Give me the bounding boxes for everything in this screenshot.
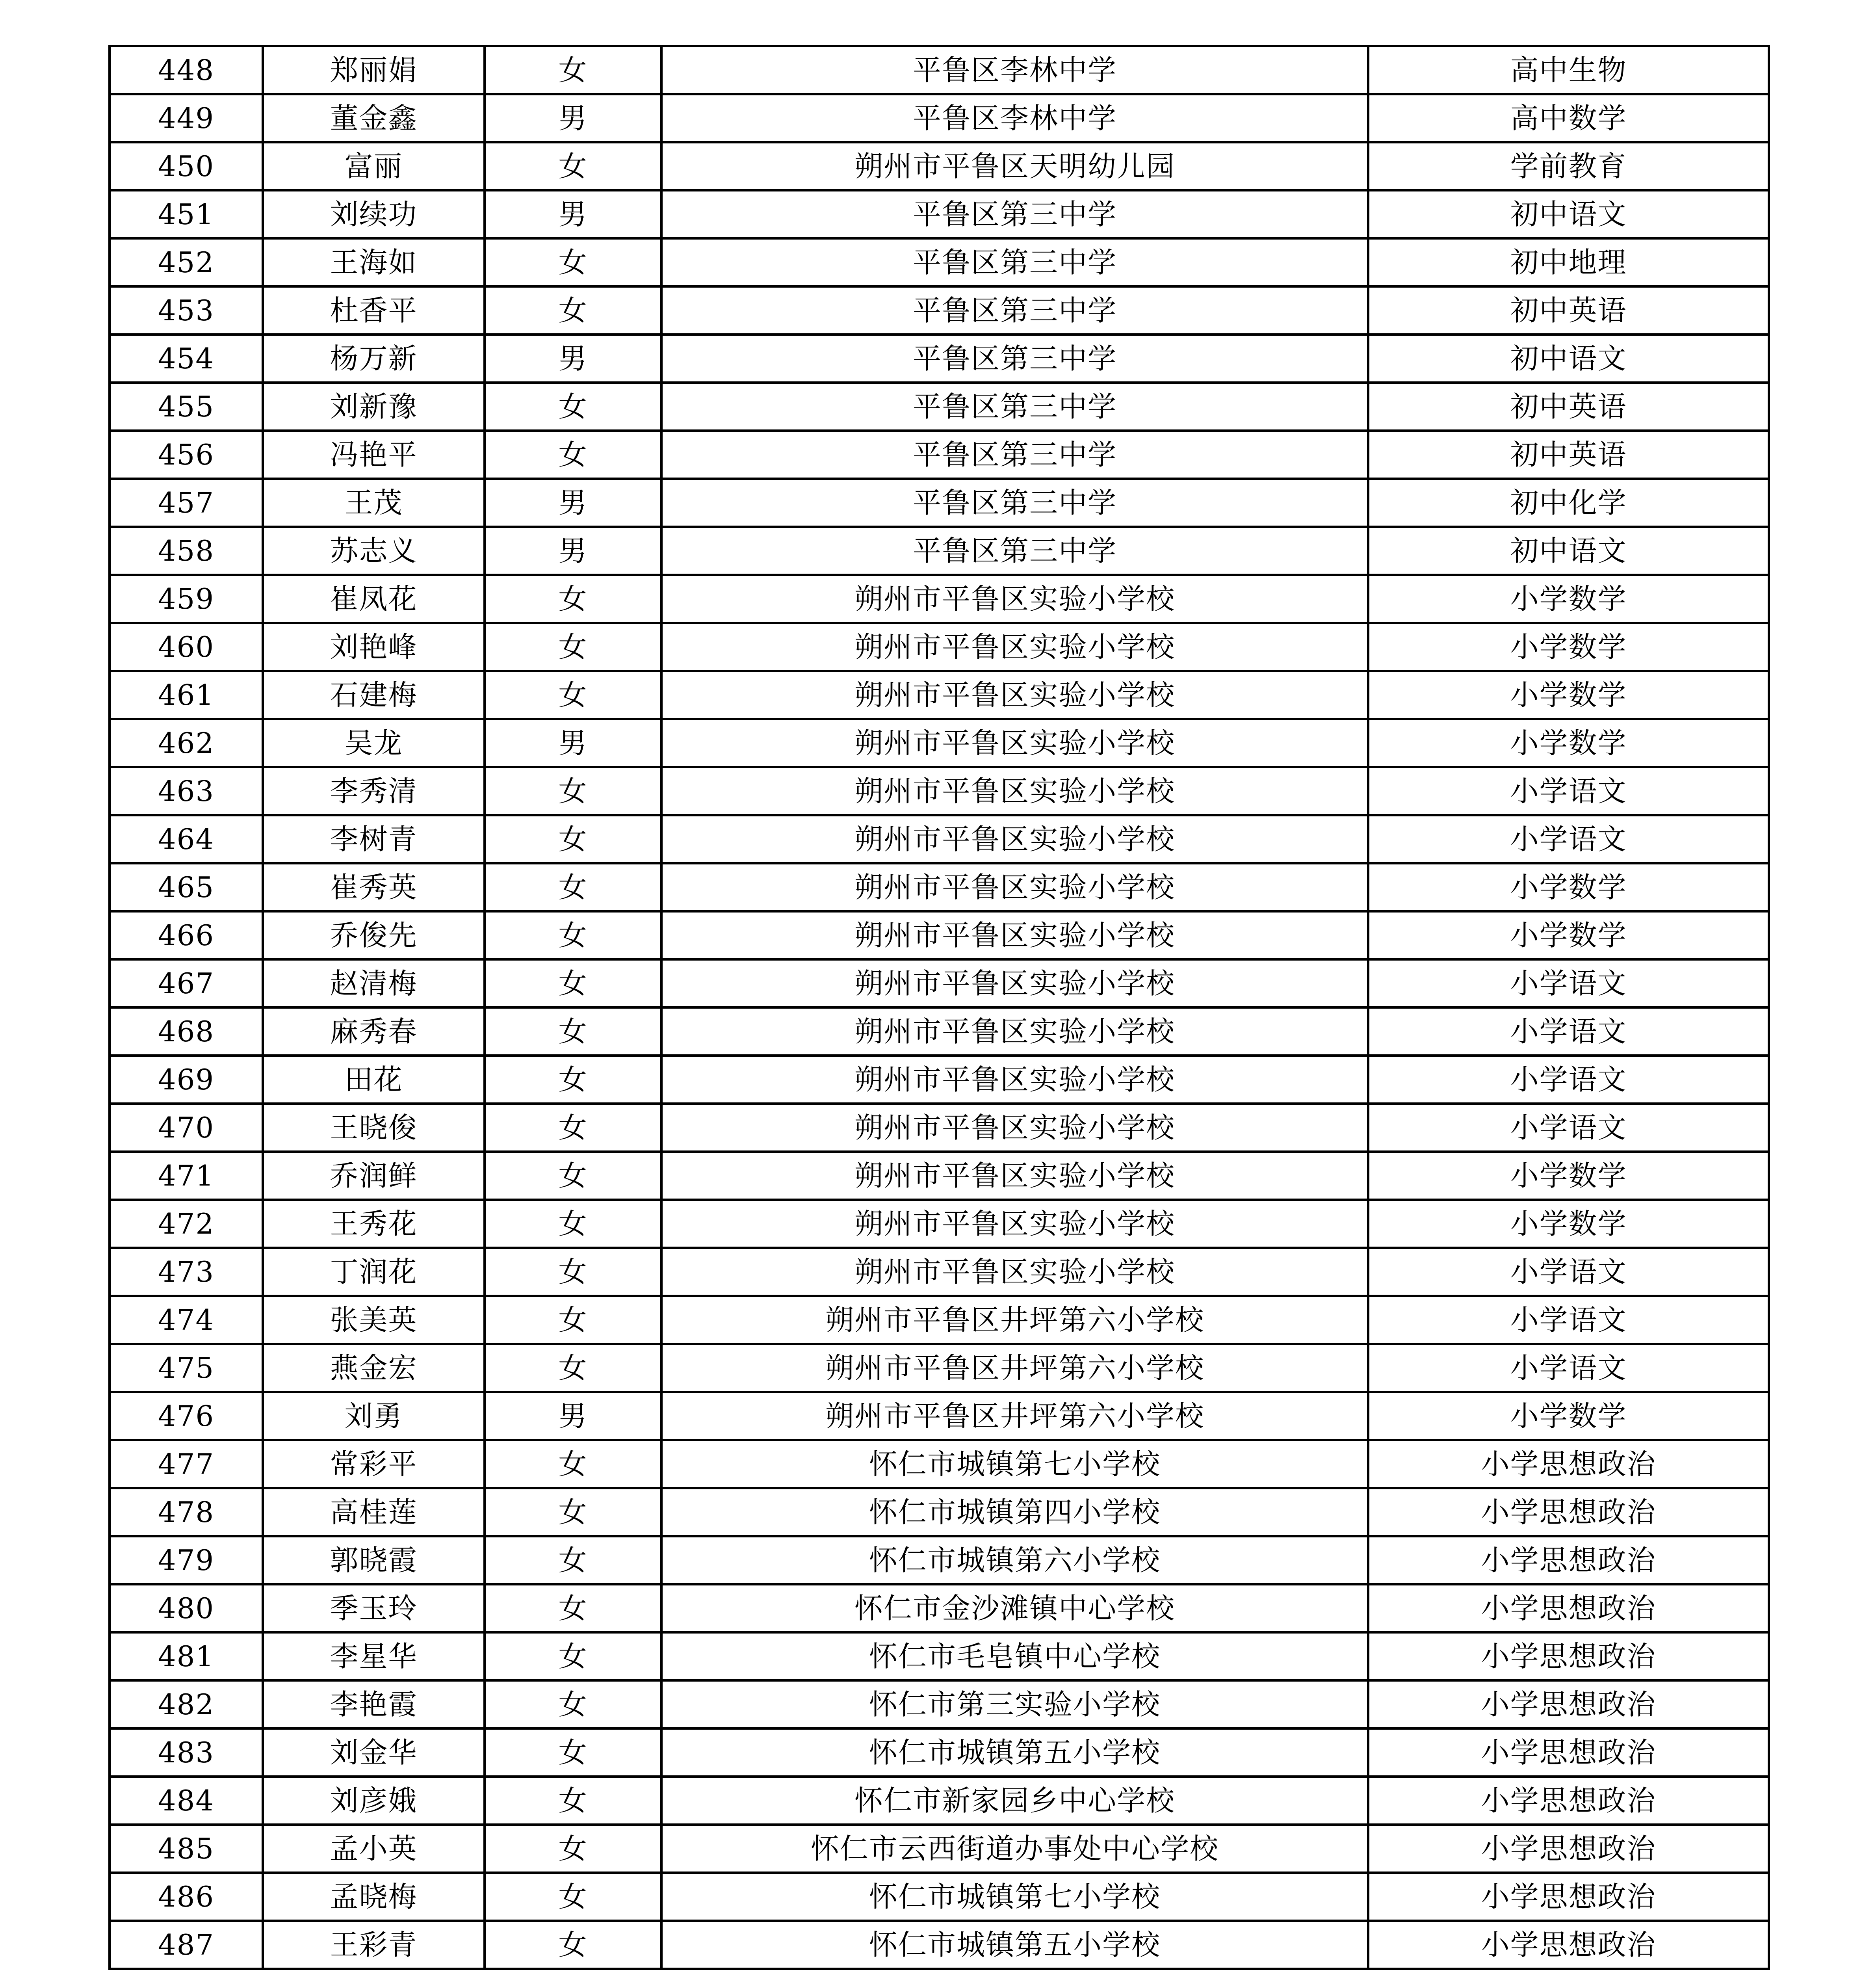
name-cell: 麻秀春	[263, 1007, 485, 1056]
gender-cell: 女	[485, 1007, 661, 1056]
subject-cell: 小学思想政治	[1368, 1825, 1769, 1873]
row-number-cell: 483	[110, 1728, 263, 1777]
name-cell: 丁润花	[263, 1248, 485, 1296]
roster-body	[110, 46, 1769, 1970]
roster-table	[108, 45, 1770, 1970]
gender-cell: 女	[485, 286, 661, 335]
school-cell: 朔州市平鲁区实验小学校	[661, 1056, 1368, 1104]
subject-cell: 小学语文	[1368, 1248, 1769, 1296]
row-number-cell: 460	[110, 623, 263, 671]
row-number-cell: 476	[110, 1392, 263, 1440]
table-row	[110, 623, 1769, 671]
gender-cell: 女	[485, 431, 661, 479]
subject-cell: 小学语文	[1368, 767, 1769, 815]
row-number-cell: 459	[110, 575, 263, 623]
name-cell: 张美英	[263, 1296, 485, 1344]
table-row	[110, 959, 1769, 1007]
table-row	[110, 431, 1769, 479]
school-cell: 怀仁市城镇第七小学校	[661, 1873, 1368, 1921]
row-number-cell: 477	[110, 1440, 263, 1488]
name-cell: 李秀清	[263, 767, 485, 815]
name-cell: 刘勇	[263, 1392, 485, 1440]
table-row	[110, 527, 1769, 575]
table-row	[110, 1152, 1769, 1200]
row-number-cell: 470	[110, 1104, 263, 1152]
name-cell: 李艳霞	[263, 1680, 485, 1728]
row-number-cell: 461	[110, 671, 263, 719]
table-row	[110, 1728, 1769, 1777]
row-number-cell: 479	[110, 1536, 263, 1584]
school-cell: 怀仁市城镇第五小学校	[661, 1728, 1368, 1777]
name-cell: 吴龙	[263, 719, 485, 767]
school-cell: 朔州市平鲁区井坪第六小学校	[661, 1344, 1368, 1392]
school-cell: 怀仁市城镇第六小学校	[661, 1536, 1368, 1584]
name-cell: 李星华	[263, 1632, 485, 1680]
row-number-cell: 450	[110, 142, 263, 190]
subject-cell: 小学数学	[1368, 719, 1769, 767]
subject-cell: 小学思想政治	[1368, 1680, 1769, 1728]
subject-cell: 小学思想政治	[1368, 1488, 1769, 1536]
gender-cell: 女	[485, 142, 661, 190]
gender-cell: 女	[485, 1536, 661, 1584]
row-number-cell: 484	[110, 1777, 263, 1825]
table-row	[110, 1248, 1769, 1296]
row-number-cell: 473	[110, 1248, 263, 1296]
table-row	[110, 142, 1769, 190]
subject-cell: 小学思想政治	[1368, 1921, 1769, 1969]
row-number-cell: 486	[110, 1873, 263, 1921]
school-cell: 平鲁区李林中学	[661, 94, 1368, 142]
table-row	[110, 1825, 1769, 1873]
name-cell: 郑丽娟	[263, 46, 485, 94]
school-cell: 朔州市平鲁区实验小学校	[661, 1152, 1368, 1200]
table-row	[110, 1104, 1769, 1152]
school-cell: 怀仁市毛皂镇中心学校	[661, 1632, 1368, 1680]
table-row	[110, 1296, 1769, 1344]
gender-cell: 女	[485, 1873, 661, 1921]
subject-cell: 小学数学	[1368, 623, 1769, 671]
row-number-cell: 464	[110, 815, 263, 863]
name-cell: 刘金华	[263, 1728, 485, 1777]
table-row	[110, 1392, 1769, 1440]
subject-cell: 初中地理	[1368, 238, 1769, 286]
subject-cell: 小学思想政治	[1368, 1873, 1769, 1921]
row-number-cell: 451	[110, 190, 263, 238]
row-number-cell: 457	[110, 479, 263, 527]
name-cell: 刘艳峰	[263, 623, 485, 671]
school-cell: 朔州市平鲁区井坪第六小学校	[661, 1296, 1368, 1344]
row-number-cell: 485	[110, 1825, 263, 1873]
gender-cell: 女	[485, 1680, 661, 1728]
subject-cell: 小学数学	[1368, 911, 1769, 959]
school-cell: 怀仁市新家园乡中心学校	[661, 1777, 1368, 1825]
row-number-cell: 468	[110, 1007, 263, 1056]
table-row	[110, 190, 1769, 238]
gender-cell: 女	[485, 863, 661, 911]
subject-cell: 小学语文	[1368, 1344, 1769, 1392]
table-row	[110, 1344, 1769, 1392]
table-row	[110, 383, 1769, 431]
school-cell: 平鲁区第三中学	[661, 335, 1368, 383]
table-row	[110, 719, 1769, 767]
school-cell: 怀仁市城镇第七小学校	[661, 1440, 1368, 1488]
school-cell: 朔州市平鲁区天明幼儿园	[661, 142, 1368, 190]
school-cell: 朔州市平鲁区实验小学校	[661, 815, 1368, 863]
gender-cell: 女	[485, 1344, 661, 1392]
gender-cell: 女	[485, 623, 661, 671]
row-number-cell: 462	[110, 719, 263, 767]
gender-cell: 女	[485, 767, 661, 815]
name-cell: 王彩青	[263, 1921, 485, 1969]
name-cell: 杜香平	[263, 286, 485, 335]
table-row	[110, 1200, 1769, 1248]
row-number-cell: 474	[110, 1296, 263, 1344]
subject-cell: 小学语文	[1368, 1056, 1769, 1104]
gender-cell: 男	[485, 94, 661, 142]
subject-cell: 小学思想政治	[1368, 1440, 1769, 1488]
school-cell: 平鲁区李林中学	[661, 46, 1368, 94]
row-number-cell: 481	[110, 1632, 263, 1680]
table-row	[110, 1536, 1769, 1584]
name-cell: 冯艳平	[263, 431, 485, 479]
subject-cell: 小学思想政治	[1368, 1584, 1769, 1632]
table-row	[110, 815, 1769, 863]
row-number-cell: 458	[110, 527, 263, 575]
row-number-cell: 456	[110, 431, 263, 479]
row-number-cell: 467	[110, 959, 263, 1007]
gender-cell: 女	[485, 959, 661, 1007]
subject-cell: 小学语文	[1368, 1007, 1769, 1056]
school-cell: 平鲁区第三中学	[661, 527, 1368, 575]
table-row	[110, 1680, 1769, 1728]
subject-cell: 初中语文	[1368, 335, 1769, 383]
subject-cell: 小学数学	[1368, 1392, 1769, 1440]
school-cell: 朔州市平鲁区实验小学校	[661, 575, 1368, 623]
gender-cell: 女	[485, 1056, 661, 1104]
subject-cell: 小学思想政治	[1368, 1728, 1769, 1777]
name-cell: 郭晓霞	[263, 1536, 485, 1584]
name-cell: 季玉玲	[263, 1584, 485, 1632]
name-cell: 王晓俊	[263, 1104, 485, 1152]
gender-cell: 女	[485, 1200, 661, 1248]
subject-cell: 初中英语	[1368, 286, 1769, 335]
subject-cell: 小学数学	[1368, 671, 1769, 719]
row-number-cell: 455	[110, 383, 263, 431]
table-row	[110, 1632, 1769, 1680]
school-cell: 朔州市平鲁区实验小学校	[661, 623, 1368, 671]
name-cell: 乔俊先	[263, 911, 485, 959]
subject-cell: 小学语文	[1368, 815, 1769, 863]
school-cell: 平鲁区第三中学	[661, 431, 1368, 479]
gender-cell: 女	[485, 383, 661, 431]
gender-cell: 女	[485, 238, 661, 286]
gender-cell: 女	[485, 1825, 661, 1873]
row-number-cell: 471	[110, 1152, 263, 1200]
row-number-cell: 487	[110, 1921, 263, 1969]
name-cell: 李树青	[263, 815, 485, 863]
school-cell: 朔州市平鲁区实验小学校	[661, 911, 1368, 959]
name-cell: 崔秀英	[263, 863, 485, 911]
row-number-cell: 465	[110, 863, 263, 911]
school-cell: 平鲁区第三中学	[661, 383, 1368, 431]
school-cell: 朔州市平鲁区实验小学校	[661, 719, 1368, 767]
table-row	[110, 238, 1769, 286]
gender-cell: 男	[485, 719, 661, 767]
subject-cell: 初中英语	[1368, 431, 1769, 479]
gender-cell: 女	[485, 1584, 661, 1632]
name-cell: 刘彦娥	[263, 1777, 485, 1825]
table-row	[110, 911, 1769, 959]
gender-cell: 女	[485, 1728, 661, 1777]
table-row	[110, 1921, 1769, 1969]
table-row	[110, 671, 1769, 719]
table-row	[110, 286, 1769, 335]
subject-cell: 初中语文	[1368, 190, 1769, 238]
row-number-cell: 453	[110, 286, 263, 335]
row-number-cell: 472	[110, 1200, 263, 1248]
school-cell: 朔州市平鲁区实验小学校	[661, 1007, 1368, 1056]
table-row	[110, 767, 1769, 815]
school-cell: 朔州市平鲁区实验小学校	[661, 1200, 1368, 1248]
name-cell: 石建梅	[263, 671, 485, 719]
school-cell: 怀仁市第三实验小学校	[661, 1680, 1368, 1728]
table-row	[110, 1056, 1769, 1104]
table-row	[110, 575, 1769, 623]
subject-cell: 小学思想政治	[1368, 1632, 1769, 1680]
subject-cell: 初中化学	[1368, 479, 1769, 527]
gender-cell: 女	[485, 1248, 661, 1296]
gender-cell: 女	[485, 575, 661, 623]
table-row	[110, 94, 1769, 142]
school-cell: 平鲁区第三中学	[661, 286, 1368, 335]
school-cell: 平鲁区第三中学	[661, 190, 1368, 238]
row-number-cell: 475	[110, 1344, 263, 1392]
row-number-cell: 466	[110, 911, 263, 959]
name-cell: 刘新豫	[263, 383, 485, 431]
school-cell: 平鲁区第三中学	[661, 238, 1368, 286]
gender-cell: 女	[485, 1488, 661, 1536]
subject-cell: 初中英语	[1368, 383, 1769, 431]
table-row	[110, 46, 1769, 94]
gender-cell: 男	[485, 527, 661, 575]
school-cell: 朔州市平鲁区实验小学校	[661, 1104, 1368, 1152]
subject-cell: 小学数学	[1368, 1152, 1769, 1200]
name-cell: 乔润鲜	[263, 1152, 485, 1200]
school-cell: 朔州市平鲁区实验小学校	[661, 1248, 1368, 1296]
row-number-cell: 452	[110, 238, 263, 286]
gender-cell: 男	[485, 1392, 661, 1440]
row-number-cell: 469	[110, 1056, 263, 1104]
school-cell: 平鲁区第三中学	[661, 479, 1368, 527]
subject-cell: 小学思想政治	[1368, 1536, 1769, 1584]
row-number-cell: 463	[110, 767, 263, 815]
subject-cell: 小学语文	[1368, 959, 1769, 1007]
name-cell: 崔凤花	[263, 575, 485, 623]
table-row	[110, 863, 1769, 911]
name-cell: 王秀花	[263, 1200, 485, 1248]
row-number-cell: 454	[110, 335, 263, 383]
name-cell: 杨万新	[263, 335, 485, 383]
name-cell: 孟小英	[263, 1825, 485, 1873]
table-row	[110, 1777, 1769, 1825]
row-number-cell: 480	[110, 1584, 263, 1632]
school-cell: 朔州市平鲁区实验小学校	[661, 863, 1368, 911]
subject-cell: 学前教育	[1368, 142, 1769, 190]
row-number-cell: 449	[110, 94, 263, 142]
school-cell: 怀仁市城镇第四小学校	[661, 1488, 1368, 1536]
row-number-cell: 482	[110, 1680, 263, 1728]
school-cell: 怀仁市金沙滩镇中心学校	[661, 1584, 1368, 1632]
subject-cell: 小学思想政治	[1368, 1777, 1769, 1825]
gender-cell: 男	[485, 335, 661, 383]
subject-cell: 小学语文	[1368, 1296, 1769, 1344]
name-cell: 孟晓梅	[263, 1873, 485, 1921]
school-cell: 怀仁市城镇第五小学校	[661, 1921, 1368, 1969]
row-number-cell: 478	[110, 1488, 263, 1536]
school-cell: 朔州市平鲁区实验小学校	[661, 767, 1368, 815]
gender-cell: 女	[485, 1440, 661, 1488]
table-row	[110, 1584, 1769, 1632]
name-cell: 王海如	[263, 238, 485, 286]
gender-cell: 女	[485, 1296, 661, 1344]
school-cell: 怀仁市云西街道办事处中心学校	[661, 1825, 1368, 1873]
name-cell: 赵清梅	[263, 959, 485, 1007]
name-cell: 刘续功	[263, 190, 485, 238]
name-cell: 董金鑫	[263, 94, 485, 142]
name-cell: 田花	[263, 1056, 485, 1104]
name-cell: 燕金宏	[263, 1344, 485, 1392]
school-cell: 朔州市平鲁区井坪第六小学校	[661, 1392, 1368, 1440]
gender-cell: 女	[485, 1152, 661, 1200]
table-row	[110, 335, 1769, 383]
gender-cell: 女	[485, 1921, 661, 1969]
gender-cell: 女	[485, 815, 661, 863]
gender-cell: 女	[485, 671, 661, 719]
subject-cell: 初中语文	[1368, 527, 1769, 575]
row-number-cell: 448	[110, 46, 263, 94]
name-cell: 富丽	[263, 142, 485, 190]
subject-cell: 小学数学	[1368, 863, 1769, 911]
school-cell: 朔州市平鲁区实验小学校	[661, 959, 1368, 1007]
subject-cell: 高中生物	[1368, 46, 1769, 94]
name-cell: 王茂	[263, 479, 485, 527]
table-row	[110, 1873, 1769, 1921]
subject-cell: 小学语文	[1368, 1104, 1769, 1152]
table-row	[110, 1440, 1769, 1488]
name-cell: 高桂莲	[263, 1488, 485, 1536]
name-cell: 常彩平	[263, 1440, 485, 1488]
name-cell: 苏志义	[263, 527, 485, 575]
table-row	[110, 1488, 1769, 1536]
subject-cell: 小学数学	[1368, 575, 1769, 623]
gender-cell: 男	[485, 479, 661, 527]
gender-cell: 女	[485, 1777, 661, 1825]
table-row	[110, 479, 1769, 527]
gender-cell: 女	[485, 46, 661, 94]
subject-cell: 高中数学	[1368, 94, 1769, 142]
subject-cell: 小学数学	[1368, 1200, 1769, 1248]
school-cell: 朔州市平鲁区实验小学校	[661, 671, 1368, 719]
table-row	[110, 1007, 1769, 1056]
gender-cell: 女	[485, 911, 661, 959]
gender-cell: 女	[485, 1104, 661, 1152]
gender-cell: 女	[485, 1632, 661, 1680]
gender-cell: 男	[485, 190, 661, 238]
